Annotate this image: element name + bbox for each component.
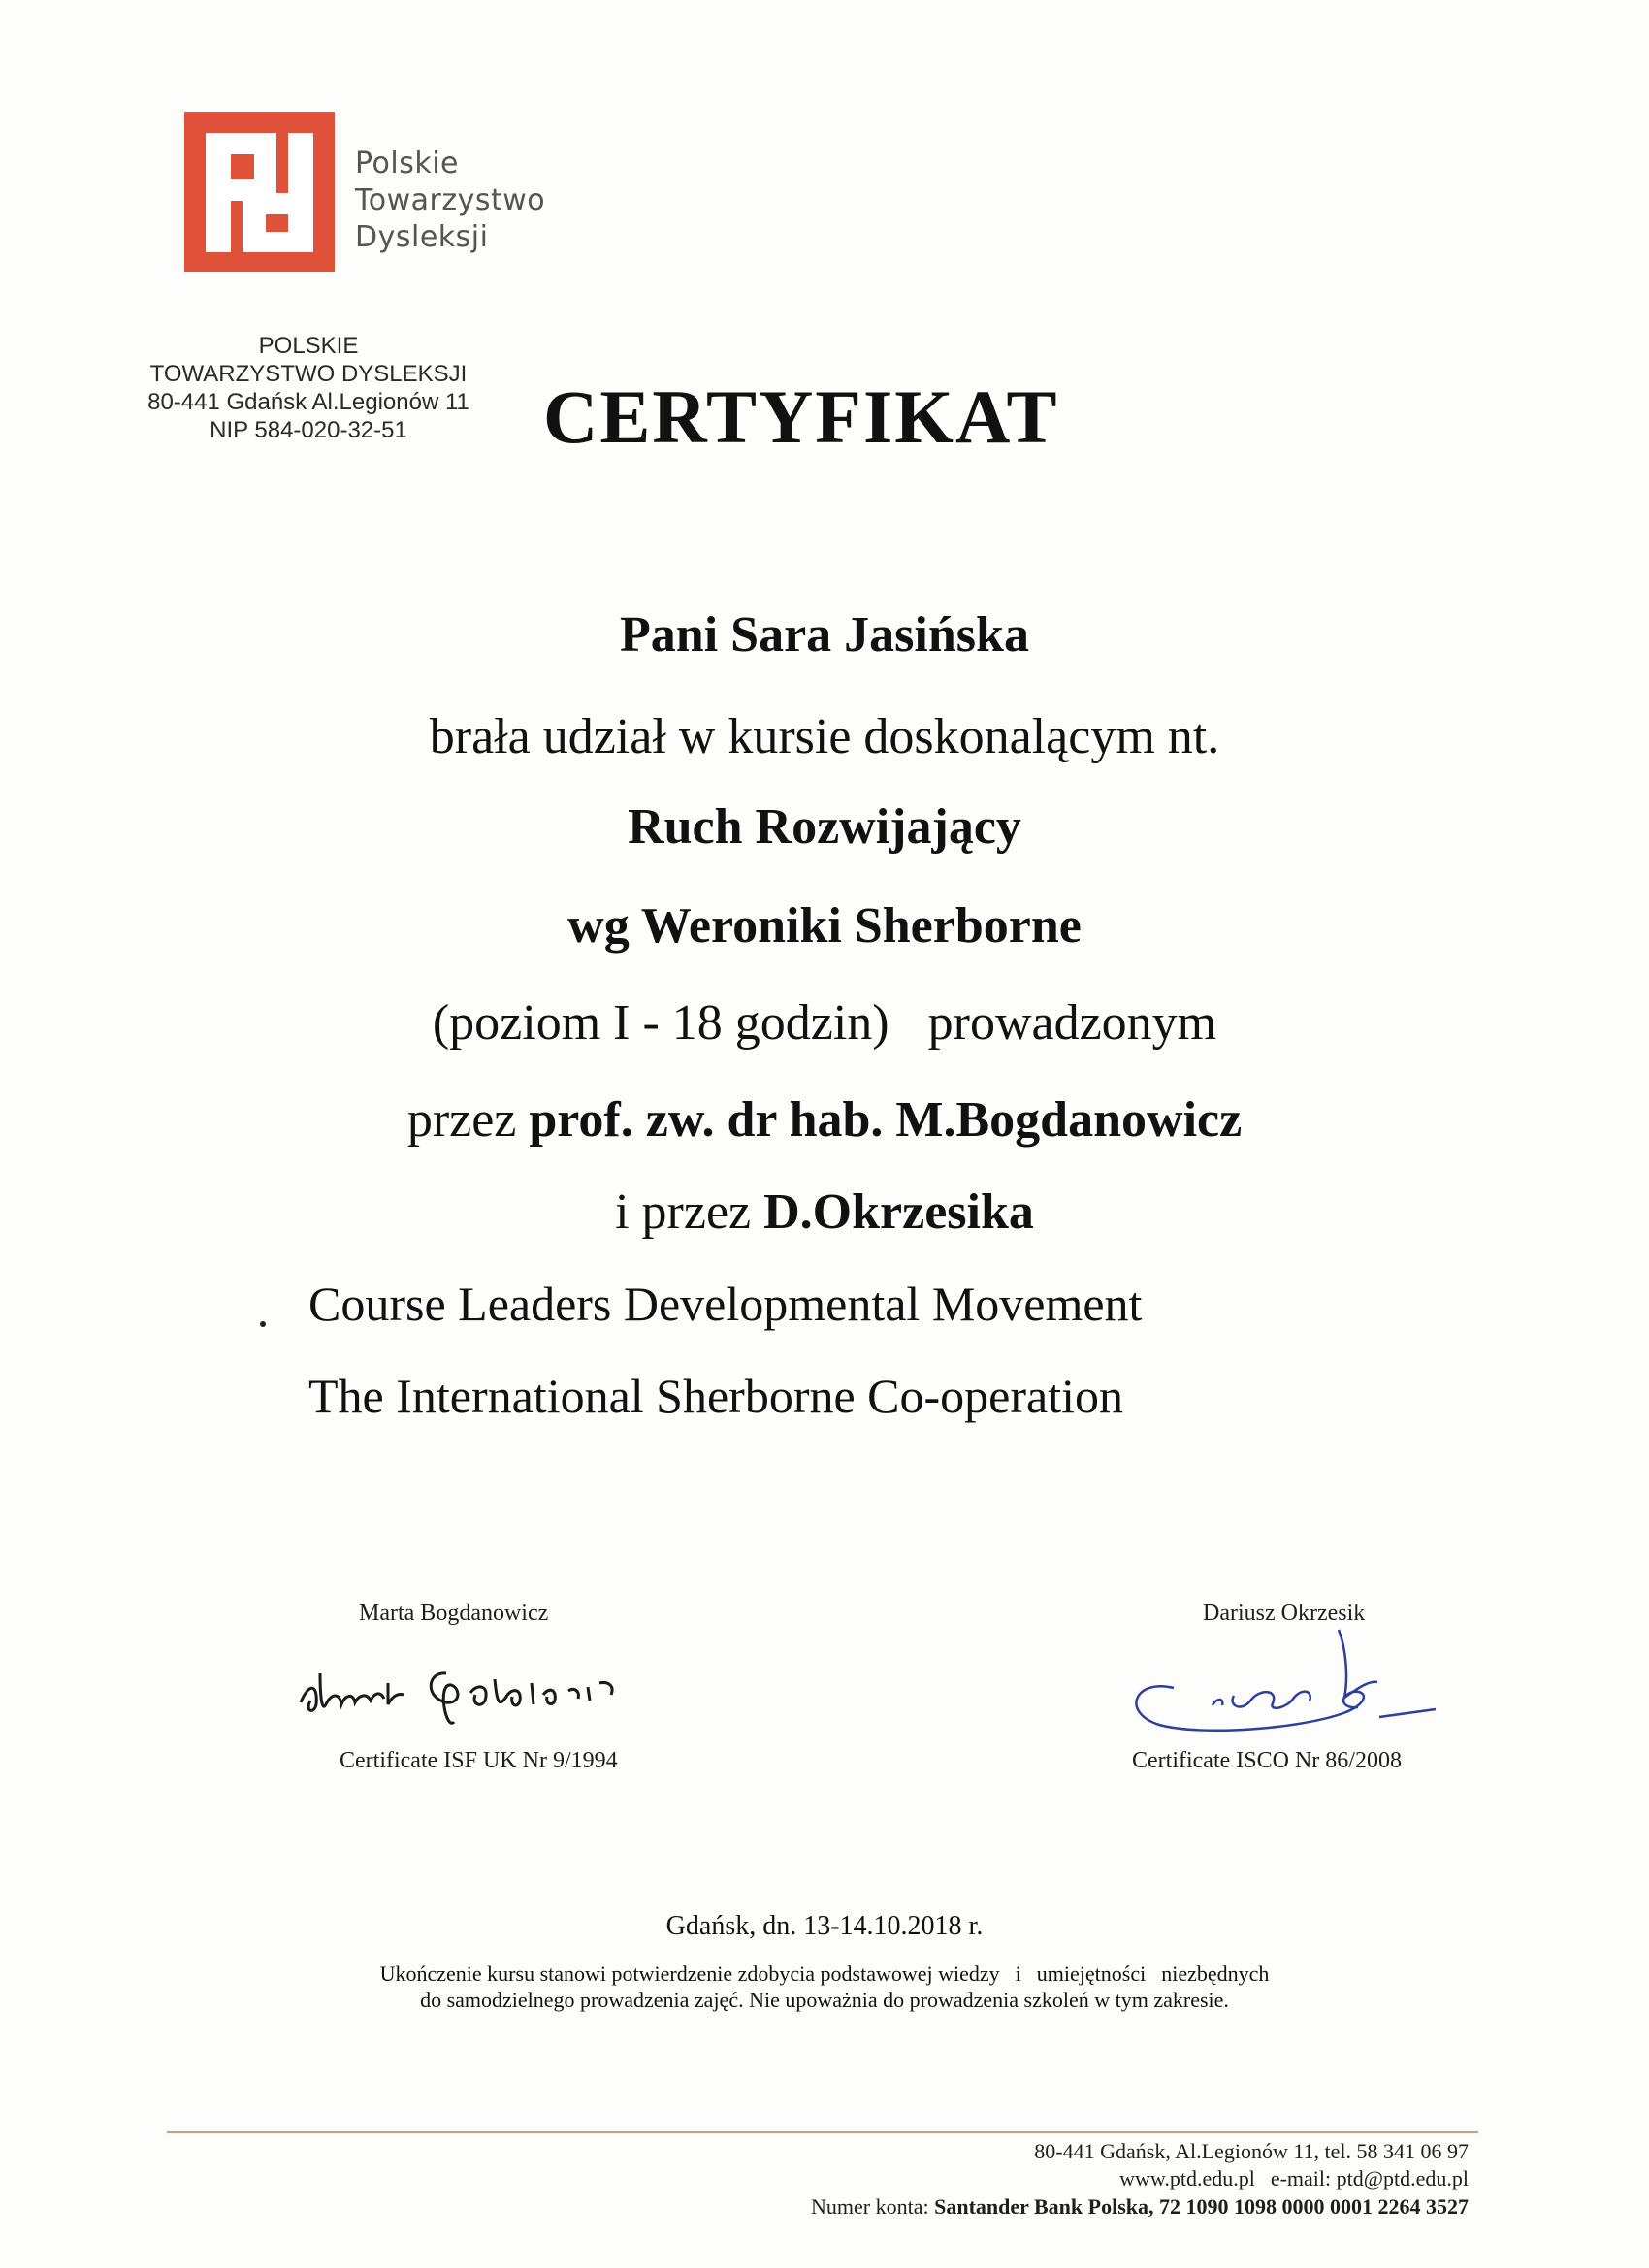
logo-line: Towarzystwo	[355, 183, 546, 217]
pd-logo-icon	[184, 112, 335, 272]
note-line-2: do samodzielnego prowadzenia zajęć. Nie upoważnia do prowadzenia szkoleń w tym zakresie.	[420, 1988, 1229, 2012]
signatory-left-name: Marta Bogdanowicz	[359, 1601, 549, 1626]
participation-text: brała udział w kursie doskonalącym nt.	[429, 709, 1220, 764]
signature-right-icon	[1116, 1620, 1445, 1741]
logo-line: Dysleksji	[355, 220, 489, 254]
stamp-line: NIP 584-020-32-51	[210, 417, 407, 443]
issue-date: Gdańsk, dn. 13-14.10.2018 r.	[665, 1911, 984, 1941]
course-title-line-2: wg Weroniki Sherborne	[567, 898, 1082, 954]
course-level-line	[0, 994, 1649, 1052]
stray-dot	[260, 1321, 266, 1327]
certificate-left: Certificate ISF UK Nr 9/1994	[340, 1748, 618, 1773]
signatory-right-name: Dariusz Okrzesik	[1203, 1601, 1366, 1626]
footer-divider	[167, 2131, 1478, 2133]
by-prefix: przez	[406, 1092, 517, 1148]
footer-account	[811, 2194, 1469, 2219]
and-by-prefix: i przez	[615, 1184, 752, 1240]
account-value: Santander Bank Polska, 72 1090 1098 0000 0001 2264 3527	[934, 2194, 1469, 2219]
footer-web: www.ptd.edu.pl	[1119, 2166, 1255, 2190]
logo-text	[355, 146, 545, 256]
note-part: umiejętności	[1036, 1961, 1147, 1986]
stamp-line: TOWARZYSTWO DYSLEKSJI	[149, 361, 468, 387]
account-label: Numer konta:	[811, 2194, 929, 2219]
stamp-line: POLSKIE	[258, 333, 359, 359]
footer-contact	[1119, 2166, 1469, 2191]
stamp-line: 80-441 Gdańsk Al.Legionów 11	[147, 389, 469, 415]
organization-stamp	[124, 332, 493, 444]
course-level: (poziom I - 18 godzin)	[432, 995, 889, 1051]
leader-2-name: D.Okrzesika	[763, 1184, 1034, 1240]
note-part: i	[1015, 1961, 1021, 1986]
led-text: prowadzonym	[927, 995, 1217, 1051]
english-line-1: Course Leaders Developmental Movement	[308, 1277, 1143, 1331]
note-line-1	[0, 1961, 1649, 1987]
certificate-title: CERTYFIKAT	[543, 374, 1059, 459]
certificate-right: Certificate ISCO Nr 86/2008	[1132, 1748, 1402, 1773]
logo-line: Polskie	[355, 146, 460, 180]
footer-address: 80-441 Gdańsk, Al.Legionów 11, tel. 58 341 06 97	[1034, 2139, 1469, 2163]
signature-left-icon	[291, 1644, 660, 1732]
recipient-name: Pani Sara Jasińska	[620, 607, 1029, 663]
leader-1-line	[0, 1091, 1649, 1149]
note-part: Ukończenie kursu stanowi potwierdzenie zdobycia podstawowej wiedzy	[379, 1961, 1000, 1986]
footer-email: e-mail: ptd@ptd.edu.pl	[1270, 2166, 1469, 2190]
course-title-line-1: Ruch Rozwijający	[628, 799, 1021, 855]
leader-2-line	[0, 1183, 1649, 1241]
note-part: niezbędnych	[1161, 1961, 1270, 1986]
english-line-2: The International Sherborne Co-operation	[308, 1369, 1123, 1423]
leader-1-name: prof. zw. dr hab. M.Bogdanowicz	[529, 1092, 1243, 1148]
